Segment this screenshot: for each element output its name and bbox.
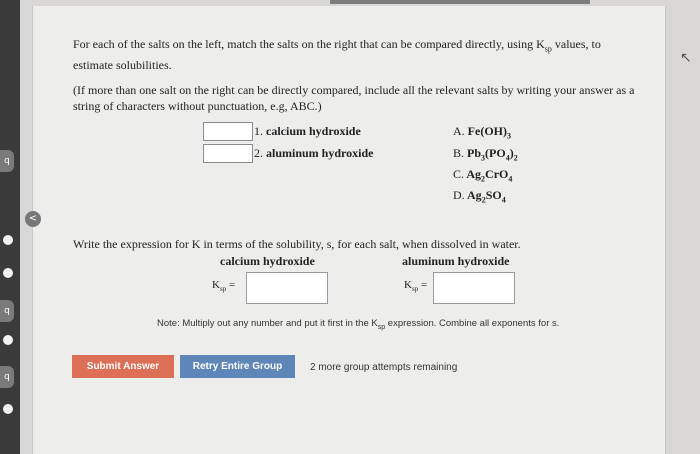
formula-part: Ag [466, 167, 482, 181]
left-salt-item [254, 146, 373, 161]
retry-entire-group-button[interactable]: Retry Entire Group [180, 355, 295, 378]
formula-subscript: 2 [513, 153, 518, 163]
strip-tab[interactable] [0, 366, 14, 388]
right-salt-a [453, 124, 511, 140]
strip-dot[interactable] [3, 335, 13, 345]
formula-part: ) [509, 146, 514, 160]
formula-part: (PO [485, 146, 506, 160]
ksp-main: K [212, 279, 220, 291]
ksp-subscript: sp [544, 44, 552, 54]
formula-part: Ag [467, 188, 482, 202]
submit-answer-button[interactable]: Submit Answer [72, 355, 174, 378]
right-salt-c [453, 167, 512, 183]
option-letter: C. [453, 167, 465, 181]
note-part: Note: Multiply out any number and put it first in the K [157, 318, 378, 329]
formula-part: Pb [467, 146, 482, 160]
note-part: expression. Combine all exponents for s. [385, 318, 560, 329]
left-salt-name: calcium hydroxide [266, 124, 361, 138]
option-letter: B. [453, 146, 465, 160]
right-salt-b [453, 146, 518, 162]
option-letter: D. [453, 188, 465, 202]
salt-heading-calcium-hydroxide: calcium hydroxide [220, 254, 315, 268]
right-salt-d [453, 188, 506, 204]
attempts-remaining-text: 2 more group attempts remaining [310, 362, 458, 373]
formula-subscript: 4 [508, 174, 513, 184]
equals-sign: = [418, 279, 428, 291]
answer-input-aluminum-hydroxide[interactable] [203, 144, 253, 163]
formula-subscript: 3 [481, 153, 486, 163]
strip-tab-label: q [4, 372, 10, 382]
strip-tab-label: q [4, 306, 10, 316]
strip-tab[interactable] [0, 150, 14, 172]
ksp-subscript: sp [219, 285, 227, 294]
solubility-prompt: Write the expression for K in terms of the solubility, s, for each salt, when dissolved in water. [73, 237, 521, 251]
ksp-subscript: sp [377, 323, 386, 331]
strip-dot[interactable] [3, 268, 13, 278]
strip-tab-label: q [4, 156, 10, 166]
left-salt-name: aluminum hydroxide [266, 146, 374, 160]
salt-heading-aluminum-hydroxide: aluminum hydroxide [402, 254, 510, 268]
top-progress-bar [330, 0, 590, 4]
formula-part: SO [485, 188, 502, 202]
left-salt-number: 1. [254, 124, 263, 138]
collapse-chevron-icon[interactable]: < [25, 211, 41, 227]
ksp-label [212, 279, 235, 293]
formula-subscript: 3 [507, 131, 511, 141]
ksp-input-aluminum-hydroxide[interactable] [433, 272, 515, 304]
formula-subscript: 2 [481, 174, 486, 184]
ksp-input-calcium-hydroxide[interactable] [246, 272, 328, 304]
strip-tab[interactable] [0, 300, 14, 322]
instruction-note-text: (If more than one salt on the right can be directly compared, include all the relevant salts by writing your answer as a string of characters without punctuation, e.g, ABC.) [73, 83, 635, 113]
instruction-text [73, 36, 633, 73]
formula-part: CrO [485, 167, 509, 181]
instruction-text-part: values, to estimate solubilities. [73, 37, 601, 73]
option-letter: A. [453, 124, 465, 138]
instruction-text-part: For each of the salts on the left, match the salts on the right that can be compared directly, using K [73, 37, 545, 51]
answer-input-calcium-hydroxide[interactable] [203, 122, 253, 141]
formula-subscript: 2 [481, 195, 486, 205]
left-sidebar-strip [0, 0, 20, 454]
ksp-main: K [404, 279, 412, 291]
ksp-label [404, 279, 427, 293]
formula-subscript: 4 [505, 153, 510, 163]
equals-sign: = [226, 279, 236, 291]
mouse-cursor-icon: ↖ [680, 50, 692, 66]
ksp-subscript: sp [411, 285, 419, 294]
formula-part: Fe(OH) [467, 124, 507, 138]
strip-dot[interactable] [3, 235, 13, 245]
left-salt-item [254, 124, 361, 139]
strip-dot[interactable] [3, 404, 13, 414]
note-text [157, 318, 559, 331]
formula-subscript: 4 [501, 195, 506, 205]
left-salt-number: 2. [254, 146, 263, 160]
